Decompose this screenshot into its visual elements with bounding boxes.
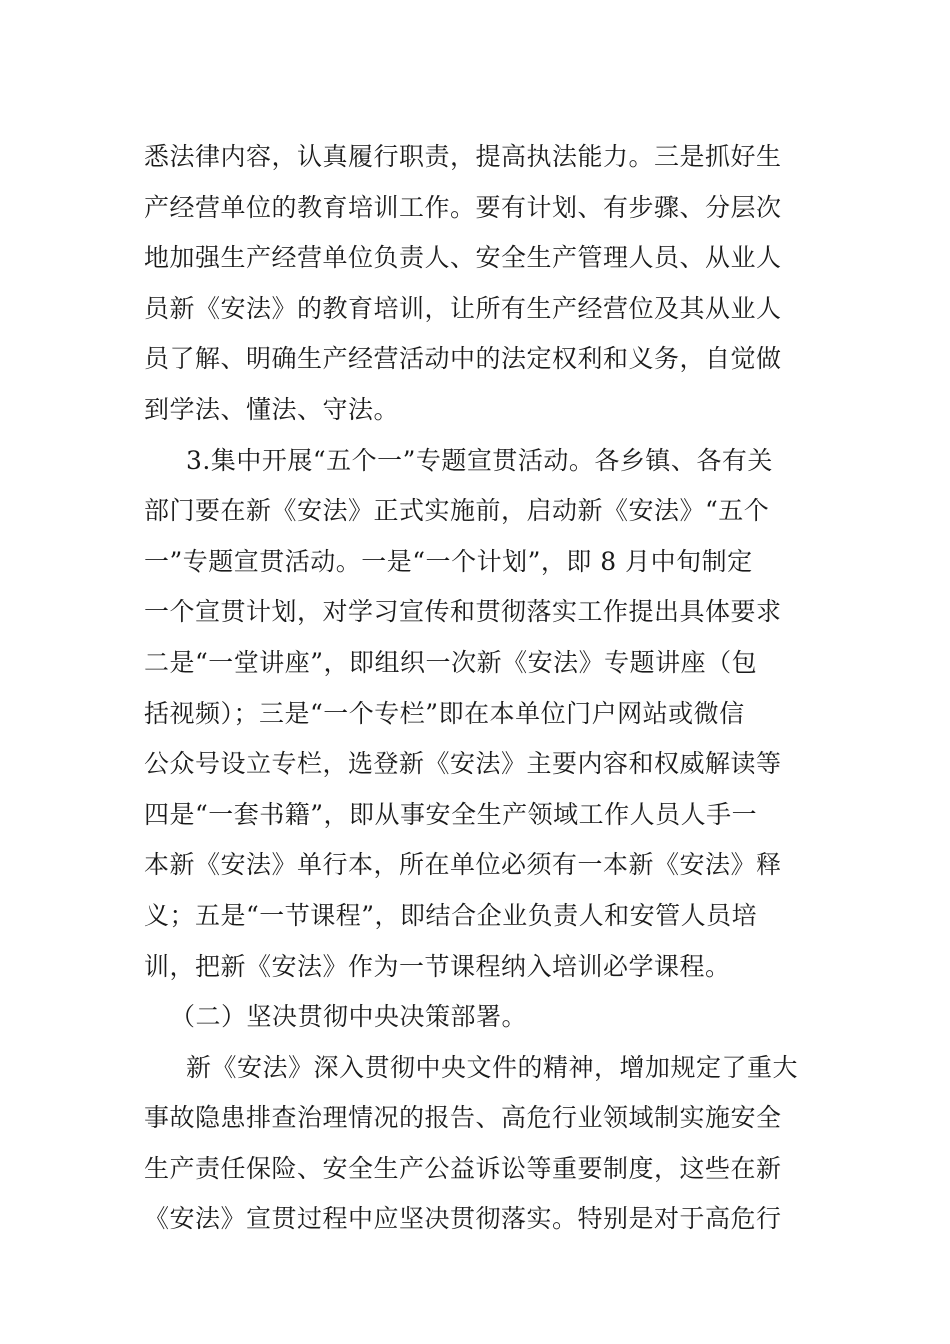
paragraph-2-line: 括视频）；三是“一个专栏”即在本单位门户网站或微信	[144, 698, 745, 728]
paragraph-3-line: 《安法》宣贯过程中应坚决贯彻落实。特别是对于高危行	[144, 1204, 782, 1234]
paragraph-3-line: 生产责任保险、安全生产公益诉讼等重要制度，这些在新	[144, 1153, 782, 1183]
paragraph-2-line: 训，把新《安法》作为一节课程纳入培训必学课程。	[144, 951, 731, 981]
paragraph-3-line: 新《安法》深入贯彻中央文件的精神，增加规定了重大	[186, 1052, 799, 1082]
paragraph-3-line: 事故隐患排查治理情况的报告、高危行业领域制实施安全	[144, 1103, 782, 1133]
paragraph-1-line: 到学法、懂法、守法。	[144, 394, 400, 424]
paragraph-2-line: 公众号设立专栏，选登新《安法》主要内容和权威解读等	[144, 749, 782, 779]
paragraph-1-line: 产经营单位的教育培训工作。要有计划、有步骤、分层次	[144, 192, 782, 222]
paragraph-2-line: 本新《安法》单行本，所在单位必须有一本新《安法》释	[144, 850, 782, 880]
paragraph-1-line: 悉法律内容，认真履行职责，提高执法能力。三是抓好生	[144, 142, 782, 171]
paragraph-2-line: 一”专题宣贯活动。一是“一个计划”，即 8 月中旬制定	[144, 546, 753, 576]
paragraph-2-line: 义；五是“一节课程”，即结合企业负责人和安管人员培	[144, 900, 758, 930]
paragraph-2-line: 3.集中开展“五个一”专题宣贯活动。各乡镇、各有关	[186, 445, 773, 475]
paragraph-2-line: 一个宣贯计划，对学习宣传和贯彻落实工作提出具体要求	[144, 597, 782, 627]
paragraph-1-line: 员了解、明确生产经营活动中的法定权利和义务，自觉做	[144, 344, 782, 374]
section-heading: （二）坚决贯彻中央决策部署。	[170, 1002, 528, 1032]
document-body	[144, 132, 814, 1245]
paragraph-1-line: 地加强生产经营单位负责人、安全生产管理人员、从业人	[144, 243, 782, 273]
paragraph-2-line: 四是“一套书籍”，即从事安全生产领域工作人员人手一	[144, 799, 758, 829]
paragraph-2-line: 二是“一堂讲座”，即组织一次新《安法》专题讲座（包	[144, 647, 758, 677]
paragraph-1-line: 员新《安法》的教育培训，让所有生产经营位及其从业人	[144, 293, 782, 323]
paragraph-2-line: 部门要在新《安法》正式实施前，启动新《安法》“五个	[144, 496, 770, 526]
